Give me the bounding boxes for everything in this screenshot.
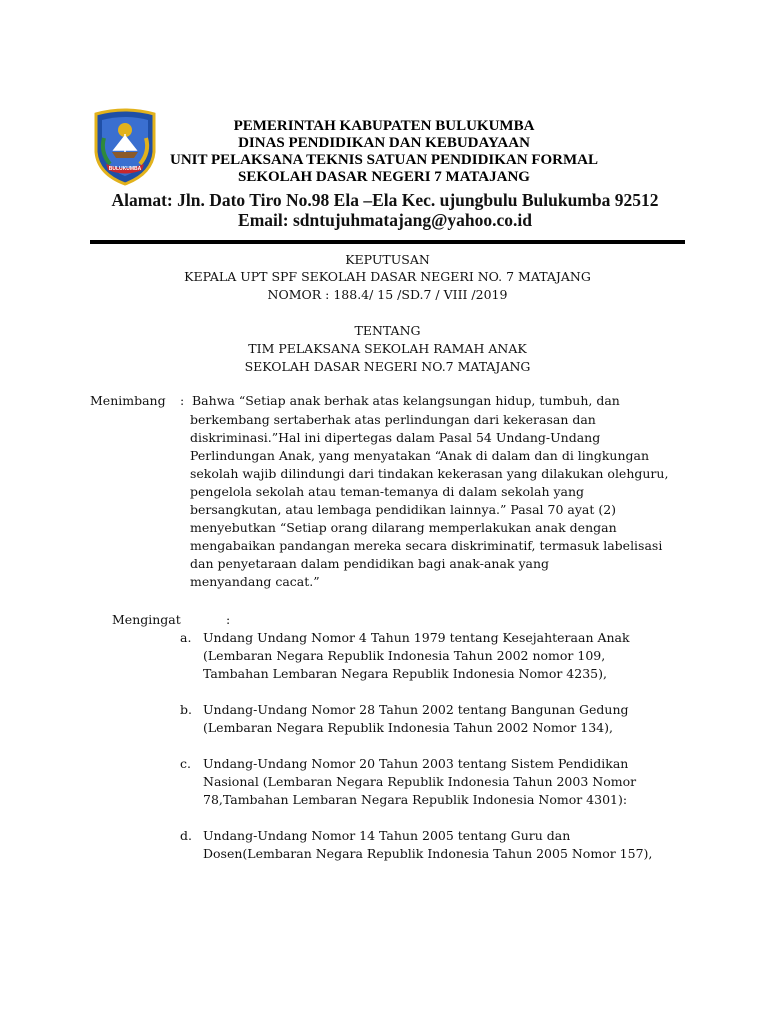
menimbang-line: diskriminasi.”Hal ini dipertegas dalam Pasal 54 Undang-Undang (190, 430, 601, 445)
mengingat-colon: : (226, 612, 231, 627)
list-item-line: Undang-Undang Nomor 20 Tahun 2003 tentang Sistem Pendidikan (203, 756, 629, 771)
list-marker: c. (180, 756, 191, 771)
menimbang-line: pengelola sekolah atau teman-temanya di dalam sekolah yang (190, 484, 585, 499)
list-item-line: (Lembaran Negara Republik Indonesia Tahun 2002 Nomor 134), (203, 720, 613, 735)
letterhead-unit: UNIT PELAKSANA TEKNIS SATUAN PENDIDIKAN FORMAL (170, 152, 598, 168)
letterhead-email: Email: sdntujuhmatajang@yahoo.co.id (238, 210, 532, 230)
decision-number: NOMOR : 188.4/ 15 /SD.7 / VIII /2019 (267, 287, 508, 302)
list-item-line: (Lembaran Negara Republik Indonesia Tahun 2002 nomor 109, (203, 648, 606, 663)
list-item-line: Nasional (Lembaran Negara Republik Indonesia Tahun 2003 Nomor (203, 774, 637, 789)
menimbang-line: Bahwa “Setiap anak berhak atas kelangsungan hidup, tumbuh, dan (192, 393, 620, 408)
menimbang-line: sekolah wajib dilindungi dari tindakan kekerasan yang dilakukan olehguru, (190, 466, 669, 481)
menimbang-line: berkembang sertaberhak atas perlindungan dari kekerasan dan (190, 412, 596, 427)
subject-heading: TENTANG (354, 323, 421, 338)
svg-text:BULUKUMBA: BULUKUMBA (108, 166, 142, 172)
regency-emblem-logo (92, 108, 158, 186)
list-marker: b. (180, 702, 192, 717)
list-item-line: Undang-Undang Nomor 14 Tahun 2005 tentang Guru dan (203, 828, 571, 843)
letterhead-department: DINAS PENDIDIKAN DAN KEBUDAYAAN (238, 135, 530, 151)
list-item-line: Undang-Undang Nomor 28 Tahun 2002 tentang Bangunan Gedung (203, 702, 629, 717)
decision-heading: KEPUTUSAN (345, 252, 430, 267)
menimbang-line: menyebutkan “Setiap orang dilarang memperlakukan anak dengan (190, 520, 617, 535)
list-marker: d. (180, 828, 192, 843)
menimbang-line: mengabaikan pandangan mereka secara diskriminatif, termasuk labelisasi (190, 538, 663, 553)
mengingat-label: Mengingat (112, 612, 181, 627)
menimbang-line: dan penyetaraan dalam pendidikan bagi anak-anak yang (190, 556, 550, 571)
subject-school: SEKOLAH DASAR NEGERI NO.7 MATAJANG (244, 359, 531, 374)
letterhead-address: Alamat: Jln. Dato Tiro No.98 Ela –Ela Kec. ujungbulu Bulukumba 92512 (111, 190, 659, 210)
menimbang-colon: : (180, 393, 185, 408)
list-item-line: Dosen(Lembaran Negara Republik Indonesia Tahun 2005 Nomor 157), (203, 846, 653, 861)
letterhead-divider (90, 240, 685, 244)
menimbang-line: Perlindungan Anak, yang menyatakan “Anak di dalam dan di lingkungan (190, 448, 650, 463)
list-item-line: Tambahan Lembaran Negara Republik Indonesia Nomor 4235), (203, 666, 607, 681)
menimbang-line: menyandang cacat.” (190, 574, 320, 589)
list-item-line: 78,Tambahan Lembaran Negara Republik Indonesia Nomor 4301): (203, 792, 628, 807)
menimbang-line: bersangkutan, atau lembaga pendidikan lainnya.” Pasal 70 ayat (2) (190, 502, 617, 517)
decision-issuer: KEPALA UPT SPF SEKOLAH DASAR NEGERI NO. 7 MATAJANG (184, 269, 591, 284)
subject-title: TIM PELAKSANA SEKOLAH RAMAH ANAK (248, 341, 527, 356)
menimbang-label: Menimbang (90, 393, 166, 408)
list-marker: a. (180, 630, 192, 645)
letterhead-government: PEMERINTAH KABUPATEN BULUKUMBA (233, 118, 535, 134)
list-item-line: Undang Undang Nomor 4 Tahun 1979 tentang Kesejahteraan Anak (203, 630, 630, 645)
letterhead-school: SEKOLAH DASAR NEGERI 7 MATAJANG (238, 169, 530, 185)
